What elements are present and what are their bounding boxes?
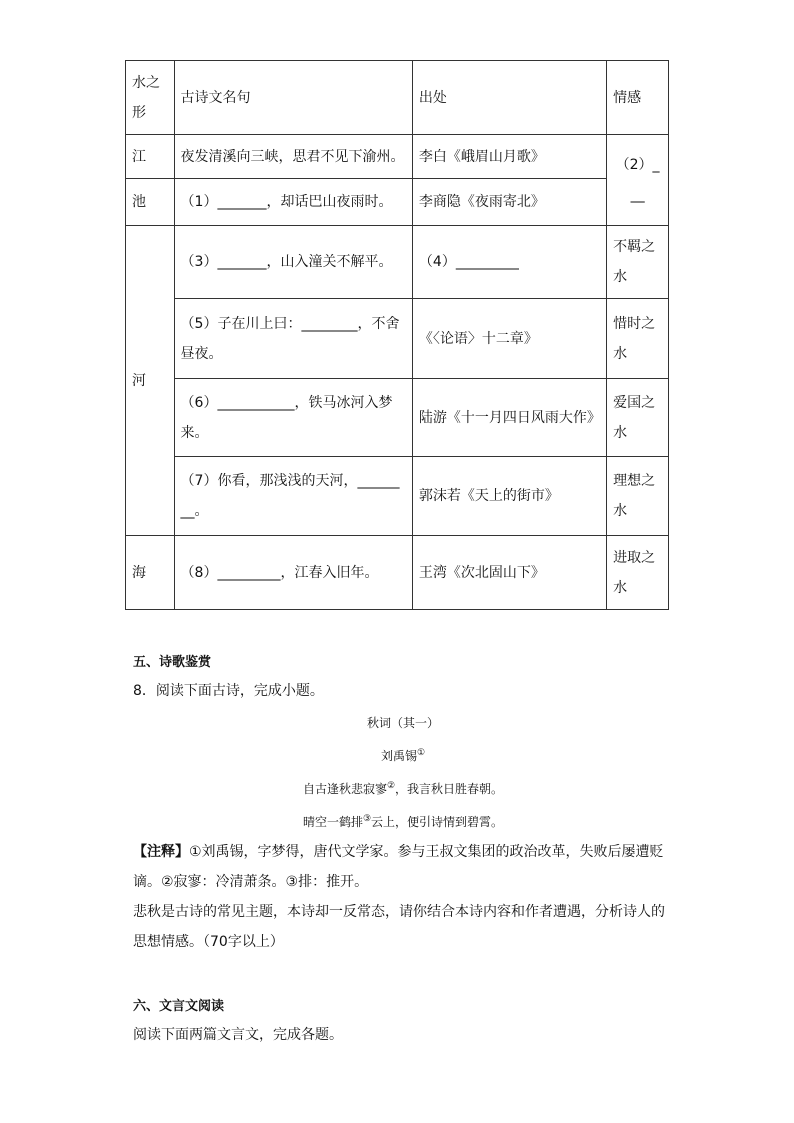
emotion-cell: （2）___ [607, 135, 669, 226]
source-cell: （4）_________ [412, 226, 606, 299]
form-cell: 河 [126, 226, 175, 536]
annotation [133, 837, 673, 897]
emotion-cell: 惜时之水 [607, 299, 669, 379]
poem-author [133, 738, 673, 771]
header-source: 出处 [412, 61, 606, 135]
source-cell: 陆游《十一月四日风雨大作》 [412, 379, 606, 457]
line-cell: （6）___________，铁马冰河入梦来。 [174, 379, 412, 457]
poem-line-2 [133, 804, 673, 837]
table-row [126, 536, 669, 610]
section-heading: 五、诗歌鉴赏 [133, 655, 212, 670]
section-heading: 六、文言文阅读 [133, 999, 225, 1014]
form-cell: 海 [126, 536, 175, 610]
annotation-text: ①刘禹锡，字梦得，唐代文学家。参与王叔文集团的政治改革，失败后屡遭贬谪。②寂寥：冷清萧条。③排：推开。 [133, 844, 664, 890]
line-cell: （3）_______，山入潼关不解平。 [174, 226, 412, 299]
table-row [126, 457, 669, 536]
annotation-label: 【注释】 [133, 844, 189, 860]
question-text: 8．阅读下面古诗，完成小题。 [133, 683, 324, 699]
footnote-marker: ③ [362, 814, 372, 824]
classical-reading-section [133, 992, 673, 1050]
emotion-cell: 爱国之水 [607, 379, 669, 457]
source-cell: 李商隐《夜雨寄北》 [412, 179, 606, 226]
poem-text: 晴空一鹤排 [302, 815, 363, 829]
poem-text: 自古逢秋悲寂寥 [302, 782, 387, 796]
table-row [126, 135, 669, 179]
question-prompt: 悲秋是古诗的常见主题，本诗却一反常态，请你结合本诗内容和作者遭遇，分析诗人的思想情感。（70字以上） [133, 904, 665, 950]
table-row [126, 299, 669, 379]
table-header-row [126, 61, 669, 135]
source-cell: 郭沫若《天上的街市》 [412, 457, 606, 536]
poem-text: ，我言秋日胜春朝。 [395, 782, 504, 796]
line-cell: （8）_________，江春入旧年。 [174, 536, 412, 610]
table-row [126, 226, 669, 299]
poetry-table [125, 60, 669, 610]
table-row [126, 379, 669, 457]
poem-text: 云上，便引诗情到碧霄。 [371, 815, 504, 829]
line-cell: （5）子在川上曰：________，不舍昼夜。 [174, 299, 412, 379]
emotion-cell: 理想之水 [607, 457, 669, 536]
form-cell: 江 [126, 135, 175, 179]
header-line: 古诗文名句 [174, 61, 412, 135]
poem-author-name: 刘禹锡 [380, 749, 417, 763]
form-cell: 池 [126, 179, 175, 226]
poem-line-1 [133, 771, 673, 804]
poetry-appreciation-section [133, 648, 673, 957]
source-cell: 李白《峨眉山月歌》 [412, 135, 606, 179]
emotion-cell: 不羁之水 [607, 226, 669, 299]
line-cell: （7）你看，那浅浅的天河，________。 [174, 457, 412, 536]
table-row [126, 179, 669, 226]
source-cell: 《〈论语〉十二章》 [412, 299, 606, 379]
source-cell: 王湾《次北固山下》 [412, 536, 606, 610]
poem-title: 秋词（其一） [366, 716, 439, 730]
header-emotion: 情感 [607, 61, 669, 135]
section-intro: 阅读下面两篇文言文，完成各题。 [133, 1027, 343, 1043]
line-cell: （1）_______，却话巴山夜雨时。 [174, 179, 412, 226]
line-cell: 夜发清溪向三峡，思君不见下渝州。 [174, 135, 412, 179]
footnote-marker: ② [386, 781, 396, 791]
footnote-marker: ① [416, 748, 426, 758]
header-form: 水之形 [126, 61, 175, 135]
emotion-cell: 进取之水 [607, 536, 669, 610]
